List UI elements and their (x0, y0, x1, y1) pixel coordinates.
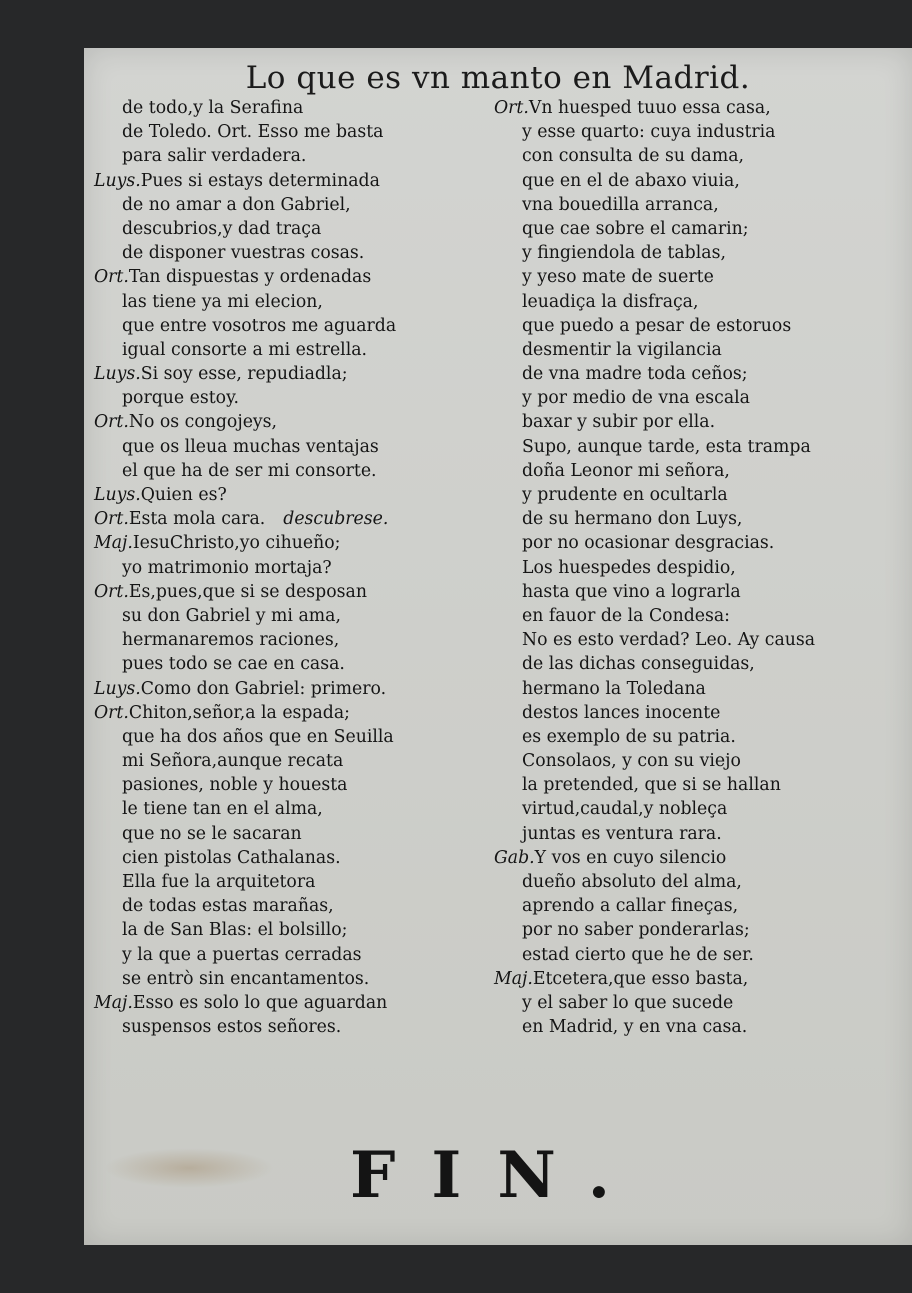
speaker-label: Maj. (94, 992, 133, 1013)
verse-text: la pretended, que si se hallan (522, 775, 781, 796)
verse-text: vna bouedilla arranca, (522, 194, 719, 215)
verse-line (94, 943, 484, 967)
verse-line (94, 628, 484, 652)
verse-line (94, 846, 484, 870)
verse-text: Quien es? (140, 485, 227, 505)
verse-line (94, 362, 484, 386)
verse-line (94, 556, 484, 580)
verse-line (94, 144, 484, 168)
verse-text: de vna madre toda ceños; (522, 364, 748, 385)
verse-line (94, 870, 484, 894)
verse-text: de disponer vuestras cosas. (122, 243, 365, 264)
verse-text: Consolaos, y con su viejo (522, 751, 741, 772)
verse-text: cien pistolas Cathalanas. (122, 847, 341, 868)
verse-line (494, 822, 894, 846)
left-column (94, 96, 484, 1039)
verse-text: de todo,y la Serafina (122, 98, 304, 118)
verse-line (94, 531, 484, 555)
verse-text: aprendo a callar fineças, (522, 896, 739, 917)
verse-line (494, 870, 894, 894)
verse-text: de Toledo. Ort. Esso me basta (122, 122, 384, 143)
verse-text: por no ocasionar desgracias. (522, 533, 775, 554)
verse-line (494, 362, 894, 386)
verse-line (494, 556, 894, 580)
verse-text: de su hermano don Luys, (522, 509, 743, 530)
verse-text: Vn huesped tuuo essa casa, (528, 98, 771, 118)
verse-line (494, 169, 894, 193)
verse-text: No os congojeys, (128, 412, 278, 433)
verse-line (494, 435, 894, 459)
verse-text: por no saber ponderarlas; (522, 920, 750, 941)
verse-text: virtud,caudal,y nobleça (522, 799, 728, 820)
verse-text: que ha dos años que en Seuilla (122, 726, 394, 747)
verse-line (494, 314, 894, 338)
verse-text: de no amar a don Gabriel, (122, 194, 351, 215)
speaker-label: Ort. (494, 98, 529, 118)
speaker-label: Ort. (94, 702, 129, 723)
verse-line (494, 604, 894, 628)
verse-line (94, 96, 484, 120)
verse-text: Como don Gabriel: primero. (140, 678, 387, 699)
verse-text: igual consorte a mi estrella. (122, 339, 368, 360)
verse-text: en fauor de la Condesa: (522, 605, 730, 626)
verse-line (494, 701, 894, 725)
stage-direction: descubrese. (283, 509, 389, 530)
verse-text: pasiones, noble y houesta (122, 775, 348, 796)
verse-line (494, 338, 894, 362)
verse-line (494, 290, 894, 314)
verse-line (94, 435, 484, 459)
verse-line (94, 677, 484, 701)
verse-text: hasta que vino a lograrla (522, 581, 741, 602)
verse-line (94, 386, 484, 410)
verse-text: que cae sobre el camarin; (522, 218, 749, 239)
verse-text: pues todo se cae en casa. (122, 654, 345, 675)
verse-line (494, 846, 894, 870)
verse-line (94, 918, 484, 942)
verse-text: y el saber lo que sucede (522, 992, 734, 1013)
verse-line (494, 144, 894, 168)
verse-line (494, 531, 894, 555)
verse-line (94, 265, 484, 289)
verse-text: mi Señora,aunque recata (122, 751, 344, 772)
verse-line (94, 580, 484, 604)
verse-text: con consulta de su dama, (522, 146, 745, 167)
verse-text: dueño absoluto del alma, (522, 872, 742, 892)
verse-line (94, 652, 484, 676)
verse-text: IesuChristo,yo cihueño; (132, 533, 341, 554)
verse-line (494, 265, 894, 289)
speaker-label: Maj. (494, 968, 533, 989)
verse-line (494, 386, 894, 410)
speaker-label: Ort. (94, 509, 129, 530)
verse-line (494, 580, 894, 604)
verse-text: Esta mola cara. (128, 509, 266, 530)
verse-line (494, 991, 894, 1015)
verse-line (494, 193, 894, 217)
verse-text: estad cierto que he de ser. (522, 944, 754, 965)
verse-text: porque estoy. (122, 388, 240, 409)
verse-line (494, 217, 894, 241)
verse-text: suspensos estos señores. (122, 1017, 342, 1038)
verse-text: Si soy esse, repudiadla; (140, 364, 348, 385)
verse-text: que entre vosotros me aguarda (122, 315, 397, 336)
verse-text: su don Gabriel y mi ama, (122, 605, 341, 626)
verse-line (494, 797, 894, 821)
speaker-label: Ort. (94, 412, 129, 433)
verse-text: descubrios,y dad traça (122, 218, 322, 239)
speaker-label: Luys. (94, 364, 141, 385)
verse-line (94, 773, 484, 797)
verse-text: Ella fue la arquitetora (122, 872, 316, 892)
verse-line (94, 314, 484, 338)
verse-text: y yeso mate de suerte (522, 267, 714, 288)
verse-text: y fingiendola de tablas, (522, 243, 726, 264)
verse-line (94, 241, 484, 265)
verse-line (494, 918, 894, 942)
verse-line (94, 967, 484, 991)
verse-line (494, 652, 894, 676)
verse-text: Y vos en cuyo silencio (534, 847, 727, 868)
verse-text: Es,pues,que si se desposan (128, 581, 367, 602)
verse-text: Tan dispuestas y ordenadas (128, 267, 372, 288)
verse-text: Chiton,señor,a la espada; (128, 702, 350, 723)
verse-text: y esse quarto: cuya industria (522, 122, 776, 143)
verse-line (94, 725, 484, 749)
verse-text: leuadiça la disfraça, (522, 291, 699, 312)
verse-text: para salir verdadera. (122, 146, 307, 167)
verse-line (494, 749, 894, 773)
verse-line (94, 1015, 484, 1039)
verse-text: que os lleua muchas ventajas (122, 436, 379, 457)
verse-line (94, 193, 484, 217)
verse-line (494, 459, 894, 483)
verse-line (494, 628, 894, 652)
verse-line (94, 169, 484, 193)
verse-text: hermanaremos raciones, (122, 630, 340, 651)
verse-line (94, 290, 484, 314)
verse-text: y la que a puertas cerradas (122, 944, 362, 965)
verse-text: el que ha de ser mi consorte. (122, 460, 377, 481)
verse-line (94, 459, 484, 483)
verse-text: destos lances inocente (522, 702, 721, 723)
speaker-label: Luys. (94, 170, 141, 191)
verse-line (94, 991, 484, 1015)
verse-line (94, 507, 484, 531)
verse-text: le tiene tan en el alma, (122, 799, 323, 820)
verse-line (94, 604, 484, 628)
verse-text: hermano la Toledana (522, 678, 706, 699)
verse-text: la de San Blas: el bolsillo; (122, 920, 348, 941)
verse-text: y por medio de vna escala (522, 388, 750, 409)
verse-line (494, 1015, 894, 1039)
verse-text: yo matrimonio mortaja? (122, 557, 332, 578)
verse-line (494, 894, 894, 918)
verse-line (94, 822, 484, 846)
verse-text: Supo, aunque tarde, esta trampa (522, 436, 811, 457)
verse-line (94, 410, 484, 434)
verse-line (94, 894, 484, 918)
verse-line (494, 96, 894, 120)
verse-line (494, 410, 894, 434)
verse-text: de todas estas marañas, (122, 896, 334, 917)
verse-line (494, 241, 894, 265)
verse-line (94, 338, 484, 362)
verse-line (94, 749, 484, 773)
verse-text: se entrò sin encantamentos. (122, 968, 370, 989)
right-column (494, 96, 894, 1039)
speaker-label: Gab. (494, 847, 535, 868)
verse-line (494, 507, 894, 531)
verse-text: que no se le sacaran (122, 823, 302, 844)
speaker-label: Maj. (94, 533, 133, 554)
fin-text: FIN. (349, 1138, 647, 1213)
verse-line (494, 677, 894, 701)
verse-text: desmentir la vigilancia (522, 339, 722, 360)
book-page (84, 48, 912, 1245)
verse-text: y prudente en ocultarla (522, 485, 728, 505)
verse-line (494, 725, 894, 749)
verse-line (94, 217, 484, 241)
verse-text: es exemplo de su patria. (522, 726, 736, 747)
verse-line (94, 797, 484, 821)
verse-text: de las dichas conseguidas, (522, 654, 755, 675)
verse-line (94, 120, 484, 144)
speaker-label: Ort. (94, 581, 129, 602)
speaker-label: Luys. (94, 678, 141, 699)
verse-line (494, 773, 894, 797)
verse-text: Pues si estays determinada (140, 170, 380, 191)
verse-line (494, 483, 894, 507)
verse-text: que puedo a pesar de estoruos (522, 315, 792, 336)
verse-text: Etcetera,que esso basta, (532, 968, 749, 989)
speaker-label: Ort. (94, 267, 129, 288)
verse-text: en Madrid, y en vna casa. (522, 1017, 748, 1038)
verse-text: baxar y subir por ella. (522, 412, 716, 433)
running-header: Lo que es vn manto en Madrid. (245, 60, 751, 96)
verse-line (94, 483, 484, 507)
verse-text: No es esto verdad? Leo. Ay causa (522, 630, 816, 651)
speaker-label: Luys. (94, 485, 141, 505)
verse-text: las tiene ya mi elecion, (122, 291, 323, 312)
verse-text: Los huespedes despidio, (522, 557, 736, 578)
verse-text: juntas es ventura rara. (522, 823, 722, 844)
verse-text: que en el de abaxo viuia, (522, 170, 740, 191)
verse-text: doña Leonor mi señora, (522, 460, 730, 481)
verse-line (494, 967, 894, 991)
verse-text: Esso es solo lo que aguardan (132, 992, 388, 1013)
verse-line (494, 120, 894, 144)
verse-line (94, 701, 484, 725)
verse-line (494, 943, 894, 967)
